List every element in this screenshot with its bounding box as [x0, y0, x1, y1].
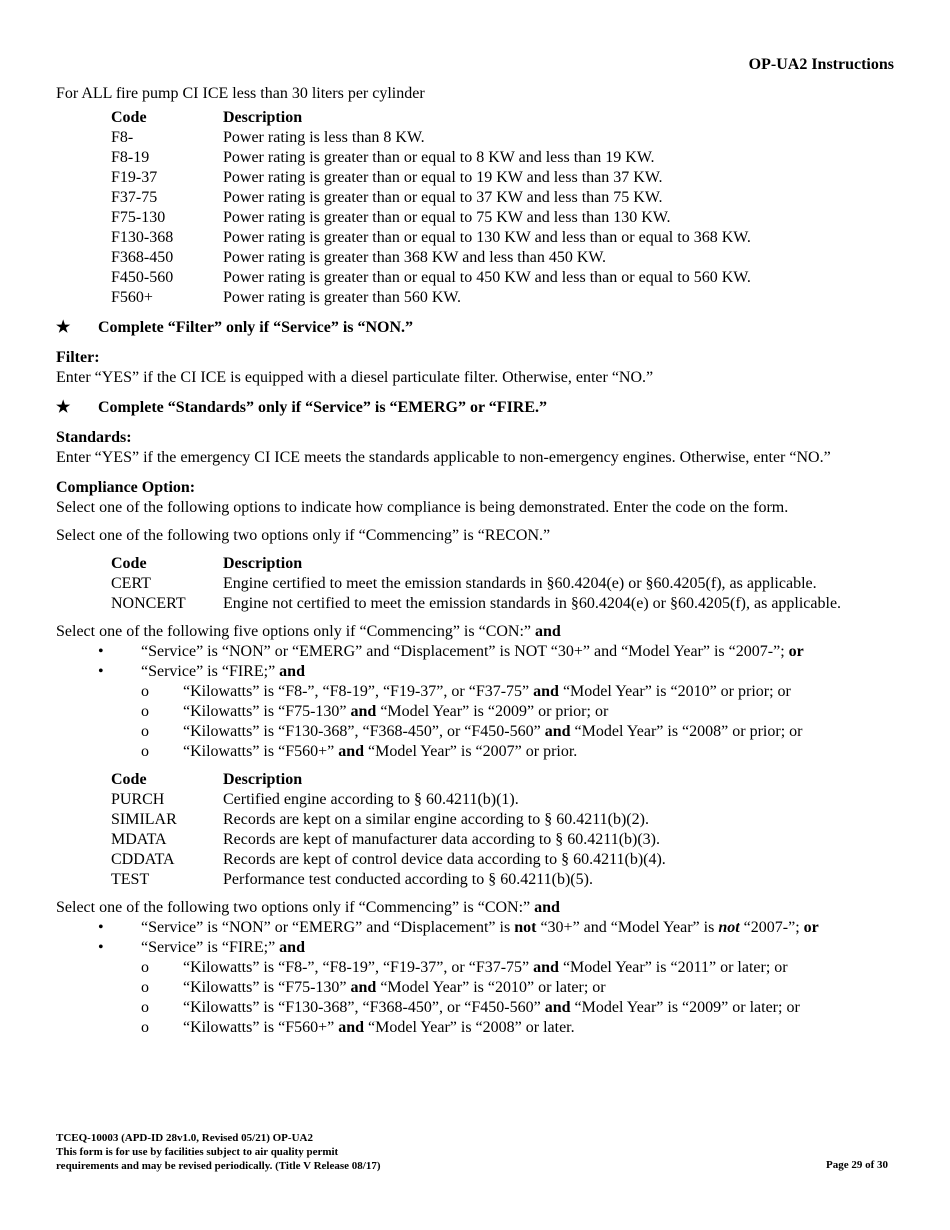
code-cell: SIMILAR — [111, 811, 177, 828]
code-cell: F130-368 — [111, 229, 174, 246]
code-cell: CERT — [111, 575, 151, 592]
table-row — [111, 168, 751, 188]
filter-text: Enter “YES” if the CI ICE is equipped with a diesel particulate filter. Otherwise, enter “NO.” — [56, 369, 654, 386]
filter-label: Filter: — [56, 349, 100, 366]
condition-text: “Service” is “FIRE;” — [141, 663, 276, 680]
sub-bullet-icon: o — [141, 979, 149, 996]
subcondition-text: “Kilowatts” is “F75-130” — [183, 703, 347, 720]
sub-bullet-icon: o — [141, 959, 149, 976]
subcondition-text: “Kilowatts” is “F130-368”, “F368-450”, or “F450-560” — [183, 999, 541, 1016]
page-header-title: OP-UA2 Instructions — [748, 56, 894, 73]
code-cell: F8- — [111, 129, 134, 146]
condition-text: “Service” is “FIRE;” — [141, 939, 276, 956]
con-two-conditions-list — [56, 918, 894, 1038]
code-cell: F368-450 — [111, 249, 174, 266]
description-cell: Records are kept on a similar engine according to § 60.4211(b)(2). — [223, 811, 649, 828]
description-column-header: Description — [223, 771, 303, 788]
standards-text: Enter “YES” if the emergency CI ICE meets the standards applicable to non-emergency engines. Otherwise, enter “NO.” — [56, 449, 831, 466]
list-item — [56, 742, 894, 762]
list-item — [56, 682, 894, 702]
list-item — [56, 702, 894, 722]
filter-note — [56, 318, 894, 338]
intro-text: For ALL fire pump CI ICE less than 30 liters per cylinder — [56, 85, 425, 102]
recon-intro-text: Select one of the following two options only if “Commencing” is “RECON.” — [56, 527, 551, 544]
table-row — [111, 268, 751, 288]
bullet-icon: • — [98, 939, 104, 956]
code-cell: F37-75 — [111, 189, 158, 206]
subcondition-and: and — [338, 743, 365, 760]
description-cell: Power rating is greater than 368 KW and less than 450 KW. — [223, 249, 607, 266]
condition-conjunction: and — [279, 939, 305, 956]
description-cell: Records are kept of control device data according to § 60.4211(b)(4). — [223, 851, 666, 868]
sub-bullet-icon: o — [141, 723, 149, 740]
star-icon: ★ — [56, 399, 71, 416]
description-cell: Power rating is less than 8 KW. — [223, 129, 425, 146]
standards-note-text: Complete “Standards” only if “Service” is “EMERG” or “FIRE.” — [98, 399, 548, 416]
table-row — [111, 288, 751, 308]
condition-text: “30+” and “Model Year” is — [540, 919, 715, 936]
list-item — [56, 998, 894, 1018]
filter-note-text: Complete “Filter” only if “Service” is “NON.” — [98, 319, 414, 336]
condition-conjunction: or — [788, 643, 804, 660]
description-column-header: Description — [223, 109, 303, 126]
compliance-option-text: Select one of the following options to indicate how compliance is being demonstrated. Enter the code on the form. — [56, 499, 789, 516]
description-cell: Power rating is greater than or equal to 37 KW and less than 75 KW. — [223, 189, 663, 206]
description-cell: Records are kept of manufacturer data according to § 60.4211(b)(3). — [223, 831, 661, 848]
code-cell: NONCERT — [111, 595, 186, 612]
bullet-icon: • — [98, 643, 104, 660]
star-icon: ★ — [56, 319, 71, 336]
description-cell: Power rating is greater than 560 KW. — [223, 289, 462, 306]
con-five-intro-text: Select one of the following five options only if “Commencing” is “CON:” — [56, 623, 532, 640]
sub-bullet-icon: o — [141, 683, 149, 700]
list-item — [56, 722, 894, 742]
recon-code-table — [111, 554, 841, 614]
condition-conjunction: or — [803, 919, 819, 936]
document-body — [56, 84, 894, 1038]
page-footer — [56, 1131, 380, 1173]
con-two-intro-and: and — [534, 899, 560, 916]
subcondition-and: and — [338, 1019, 365, 1036]
description-cell: Certified engine according to § 60.4211(b)(1). — [223, 791, 519, 808]
subcondition-and: and — [350, 979, 377, 996]
subcondition-text: “Model Year” is “2010” or later; or — [380, 979, 606, 996]
description-cell: Power rating is greater than or equal to 8 KW and less than 19 KW. — [223, 149, 655, 166]
kilowatts-subconditions-list — [56, 682, 894, 762]
code-cell: F75-130 — [111, 209, 166, 226]
description-cell: Power rating is greater than or equal to 19 KW and less than 37 KW. — [223, 169, 663, 186]
compliance-option-label: Compliance Option: — [56, 479, 196, 496]
bullet-icon: • — [98, 663, 104, 680]
list-item — [56, 938, 894, 1038]
subcondition-text: “Model Year” is “2010” or prior; or — [562, 683, 791, 700]
standards-label: Standards: — [56, 429, 132, 446]
list-item — [56, 978, 894, 998]
con-five-conditions-list — [56, 642, 894, 762]
con-five-code-table — [111, 770, 666, 890]
table-row — [111, 128, 751, 148]
table-row — [111, 790, 666, 810]
subcondition-text: “Kilowatts” is “F560+” — [183, 1019, 335, 1036]
subcondition-text: “Kilowatts” is “F8-”, “F8-19”, “F19-37”, or “F37-75” — [183, 683, 530, 700]
condition-conjunction: and — [279, 663, 305, 680]
kilowatts-subconditions-list — [56, 958, 894, 1038]
description-column-header: Description — [223, 555, 303, 572]
table-header-row — [111, 770, 666, 790]
sub-bullet-icon: o — [141, 703, 149, 720]
table-row — [111, 830, 666, 850]
subcondition-and: and — [533, 683, 559, 700]
standards-note — [56, 398, 894, 418]
table-header-row — [111, 108, 751, 128]
code-cell: F560+ — [111, 289, 153, 306]
description-cell: Engine not certified to meet the emission standards in §60.4204(e) or §60.4205(f), as applicable. — [223, 595, 842, 612]
table-header-row — [111, 554, 841, 574]
table-row — [111, 228, 751, 248]
description-cell: Power rating is greater than or equal to 75 KW and less than 130 KW. — [223, 209, 671, 226]
code-column-header: Code — [111, 771, 147, 788]
footer-usage-note: This form is for use by facilities subject to air quality permit — [56, 1146, 339, 1158]
con-five-options-intro — [56, 622, 894, 642]
subcondition-and: and — [544, 723, 571, 740]
code-cell: TEST — [111, 871, 150, 888]
con-two-options-intro — [56, 898, 894, 918]
footer-form-id: TCEQ-10003 (APD-ID 28v1.0, Revised 05/21) OP-UA2 — [56, 1132, 313, 1144]
kilowatts-code-table — [111, 108, 751, 308]
subcondition-text: “Kilowatts” is “F8-”, “F8-19”, “F19-37”, or “F37-75” — [183, 959, 530, 976]
subcondition-text: “Model Year” is “2008” or later. — [368, 1019, 575, 1036]
table-row — [111, 188, 751, 208]
con-two-intro-text: Select one of the following two options only if “Commencing” is “CON:” — [56, 899, 531, 916]
sub-bullet-icon: o — [141, 743, 149, 760]
code-column-header: Code — [111, 555, 147, 572]
condition-text: “Service” is “NON” or “EMERG” and “Displacement” is — [141, 919, 511, 936]
code-column-header: Code — [111, 109, 147, 126]
code-cell: F19-37 — [111, 169, 158, 186]
code-cell: F8-19 — [111, 149, 150, 166]
description-cell: Engine certified to meet the emission standards in §60.4204(e) or §60.4205(f), as applicable. — [223, 575, 817, 592]
page-number: Page 29 of 30 — [825, 1159, 888, 1171]
list-item — [56, 662, 894, 762]
footer-release-note: requirements and may be revised periodically. (Title V Release 08/17) — [56, 1160, 381, 1172]
table-row — [111, 208, 751, 228]
subcondition-text: “Model Year” is “2009” or later; or — [574, 999, 800, 1016]
subcondition-text: “Model Year” is “2009” or prior; or — [380, 703, 609, 720]
subcondition-text: “Model Year” is “2008” or prior; or — [574, 723, 803, 740]
list-item — [56, 1018, 894, 1038]
condition-text: “2007-”; — [743, 919, 800, 936]
description-cell: Power rating is greater than or equal to 130 KW and less than or equal to 368 KW. — [223, 229, 751, 246]
subcondition-and: and — [350, 703, 377, 720]
table-row — [111, 148, 751, 168]
code-cell: CDDATA — [111, 851, 175, 868]
list-item — [56, 918, 894, 938]
table-row — [111, 810, 666, 830]
list-item — [56, 958, 894, 978]
subcondition-and: and — [544, 999, 571, 1016]
sub-bullet-icon: o — [141, 999, 149, 1016]
code-cell: MDATA — [111, 831, 167, 848]
subcondition-text: “Kilowatts” is “F130-368”, “F368-450”, or “F450-560” — [183, 723, 541, 740]
code-cell: F450-560 — [111, 269, 174, 286]
subcondition-text: “Kilowatts” is “F560+” — [183, 743, 335, 760]
subcondition-and: and — [533, 959, 559, 976]
table-row — [111, 574, 841, 594]
condition-emphasis-not: not — [514, 919, 537, 936]
sub-bullet-icon: o — [141, 1019, 149, 1036]
table-row — [111, 248, 751, 268]
condition-emphasis-not-italic: not — [718, 919, 740, 936]
table-row — [111, 850, 666, 870]
subcondition-text: “Model Year” is “2011” or later; or — [562, 959, 788, 976]
bullet-icon: • — [98, 919, 104, 936]
list-item — [56, 642, 894, 662]
table-row — [111, 594, 841, 614]
subcondition-text: “Model Year” is “2007” or prior. — [368, 743, 578, 760]
description-cell: Power rating is greater than or equal to 450 KW and less than or equal to 560 KW. — [223, 269, 751, 286]
con-five-intro-and: and — [535, 623, 561, 640]
subcondition-text: “Kilowatts” is “F75-130” — [183, 979, 347, 996]
table-row — [111, 870, 666, 890]
description-cell: Performance test conducted according to § 60.4211(b)(5). — [223, 871, 593, 888]
code-cell: PURCH — [111, 791, 165, 808]
condition-text: “Service” is “NON” or “EMERG” and “Displacement” is NOT “30+” and “Model Year” is “2007-”; — [141, 643, 785, 660]
